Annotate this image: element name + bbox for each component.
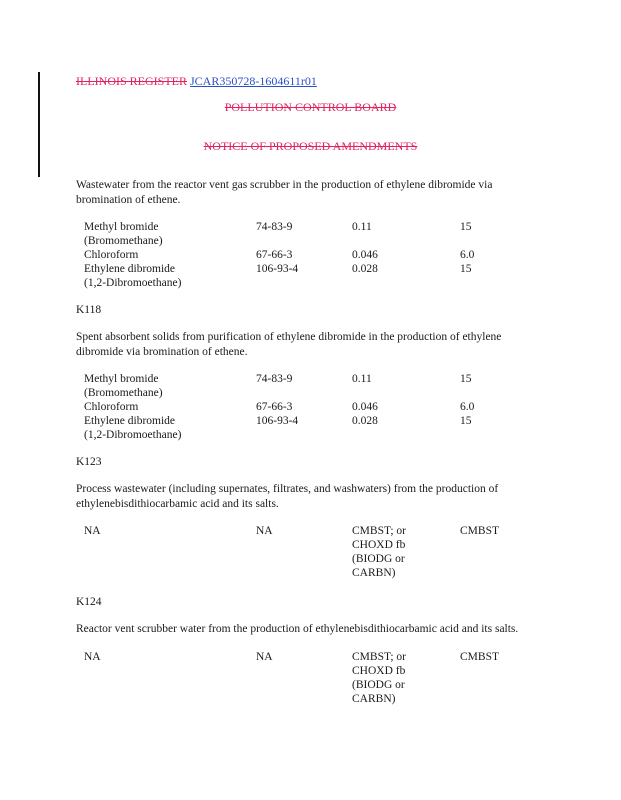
nonwastewater-standard: 15: [460, 221, 472, 233]
nonwastewater-standard: 6.0: [460, 401, 475, 413]
wastewater-standard: 0.046: [352, 249, 378, 261]
wastewater-standard: CMBST; or CHOXD fb (BIODG or CARBN): [352, 651, 407, 705]
board-title: POLLUTION CONTROL BOARD: [224, 100, 397, 114]
table-row: [0, 262, 621, 276]
wastewater-standard: 0.028: [352, 415, 378, 427]
table-row: [0, 650, 621, 705]
notice-title: NOTICE OF PROPOSED AMENDMENTS: [203, 139, 418, 153]
section3-description: Process wastewater (including supernates, filtrates, and washwaters) from the production of ethylenebisdithiocarbamic acid and its salts.: [76, 483, 499, 510]
waste-code-k123: K123: [76, 456, 102, 468]
constituent-name: Chloroform: [84, 249, 139, 261]
cas-number: 106-93-4: [256, 415, 299, 427]
nonwastewater-standard: CMBST: [460, 651, 499, 663]
table-row: [0, 372, 621, 386]
table-row: [0, 428, 621, 442]
constituent-name: Chloroform: [84, 401, 139, 413]
nonwastewater-standard: 15: [460, 263, 472, 275]
section4-description: Reactor vent scrubber water from the production of ethylenebisdithiocarbamic acid and its salts.: [76, 623, 519, 635]
wastewater-standard: 0.046: [352, 401, 378, 413]
table-row: [0, 414, 621, 428]
cas-number: NA: [256, 651, 273, 663]
wastewater-standard: CMBST; or CHOXD fb (BIODG or CARBN): [352, 525, 407, 579]
cas-number: 74-83-9: [256, 373, 293, 385]
section2-description: Spent absorbent solids from purification of ethylene dibromide in the production of ethylene dibromide via bromination of ethene.: [76, 331, 502, 358]
section1-description: Wastewater from the reactor vent gas scrubber in the production of ethylene dibromide via bromination of ethene.: [76, 179, 493, 206]
table-row: [0, 276, 621, 290]
nonwastewater-standard: CMBST: [460, 525, 499, 537]
constituent-name: Ethylene dibromide: [84, 263, 176, 275]
revision-change-bar: [38, 72, 40, 177]
constituent-name: NA: [84, 525, 101, 537]
register-header: [76, 74, 317, 89]
constituent-name: Methyl bromide: [84, 221, 159, 233]
constituent-name: (1,2-Dibromoethane): [84, 277, 182, 289]
register-code-inserted: JCAR350728-1604611r01: [190, 74, 317, 88]
constituent-name: Methyl bromide: [84, 373, 159, 385]
table-row: [0, 524, 621, 579]
nonwastewater-standard: 15: [460, 373, 472, 385]
wastewater-standard: 0.028: [352, 263, 378, 275]
register-title-struck: ILLINOIS REGISTER: [76, 74, 187, 88]
constituent-name: (1,2-Dibromoethane): [84, 429, 182, 441]
nonwastewater-standard: 15: [460, 415, 472, 427]
constituent-name: (Bromomethane): [84, 387, 163, 399]
nonwastewater-standard: 6.0: [460, 249, 475, 261]
constituent-name: (Bromomethane): [84, 235, 163, 247]
table-row: [0, 248, 621, 262]
cas-number: 67-66-3: [256, 401, 293, 413]
table-row: [0, 220, 621, 234]
wastewater-standard: 0.11: [352, 373, 372, 385]
table-row: [0, 400, 621, 414]
cas-number: 106-93-4: [256, 263, 299, 275]
constituent-name: NA: [84, 651, 101, 663]
table-row: [0, 234, 621, 248]
wastewater-standard: 0.11: [352, 221, 372, 233]
waste-code-k124: K124: [76, 596, 102, 608]
constituent-name: Ethylene dibromide: [84, 415, 176, 427]
cas-number: 67-66-3: [256, 249, 293, 261]
table-row: [0, 386, 621, 400]
cas-number: NA: [256, 525, 273, 537]
cas-number: 74-83-9: [256, 221, 293, 233]
waste-code-k118: K118: [76, 304, 102, 316]
